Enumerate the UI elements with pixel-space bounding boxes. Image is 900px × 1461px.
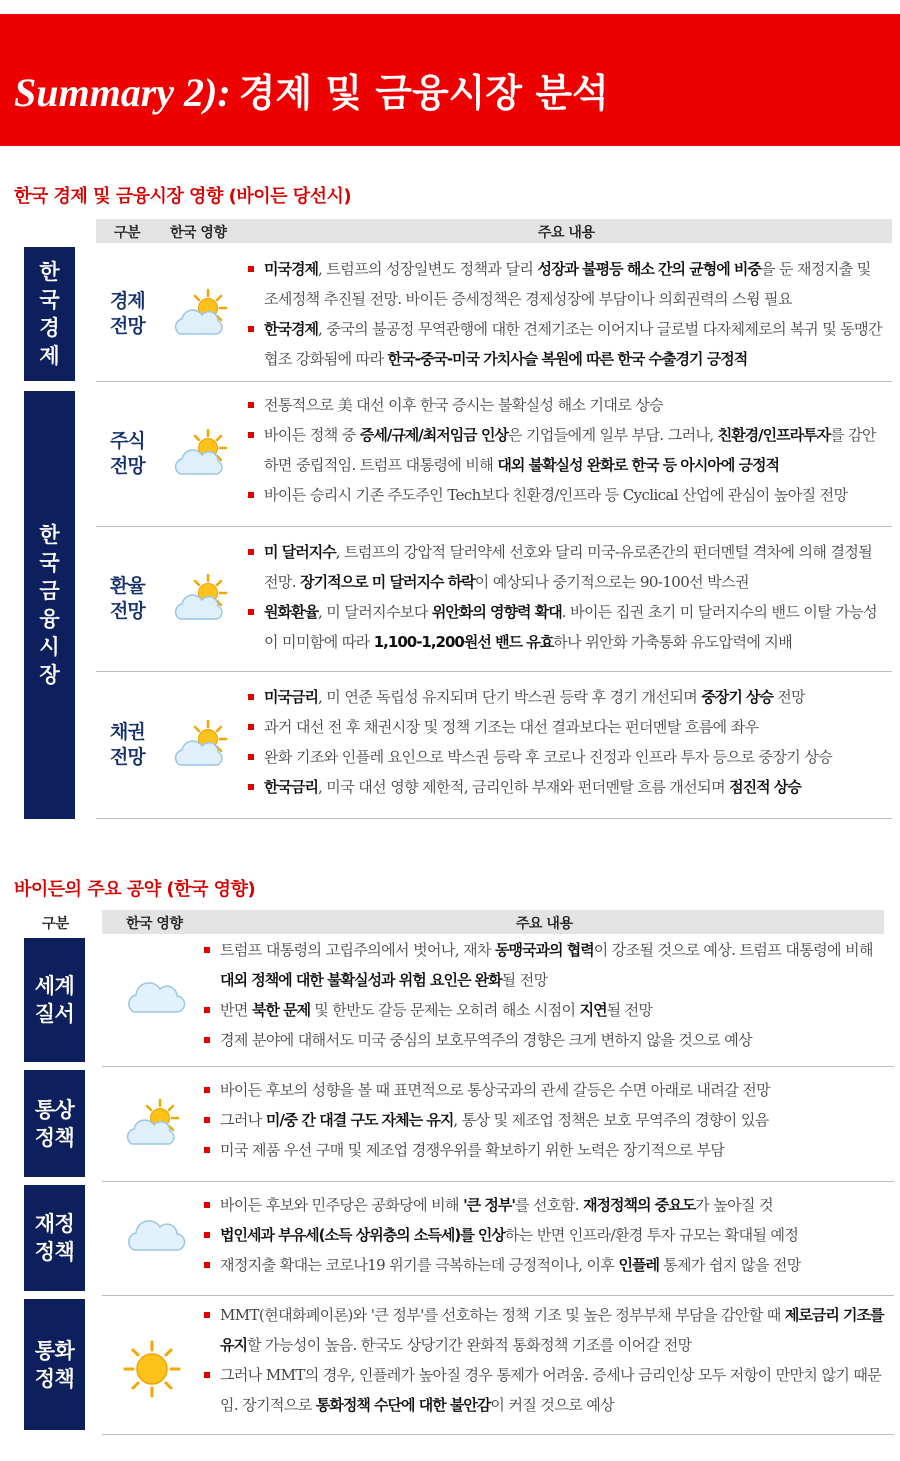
table-row: [102, 1296, 894, 1435]
table-row: [96, 382, 892, 527]
category-text: 통상 정책: [34, 1097, 75, 1150]
bullet-item: [248, 742, 888, 772]
bullet-text: 통제가 쉽지 않을 전망: [658, 1256, 801, 1274]
bullet-item: [248, 254, 888, 314]
bullet-text: 경제 분야에 대해서도 미국 중심의 보호무역주의 경향은 크게 변하지 않을 것으로 예상: [220, 1031, 753, 1049]
bullet-text: 하는 반면 인프라/환경 투자 규모는 확대될 예정: [504, 1226, 799, 1244]
bullet-text: , 미 연준 독립성 유지되며 단기 박스권 등락 후 경기 개선되며: [317, 688, 702, 706]
table-row: [102, 935, 894, 1067]
category-text: 통화 정책: [34, 1338, 75, 1391]
row-category-label: 주식 전망: [110, 429, 145, 477]
bullet-text: 를 감안하면 중립적임. 트럼프 대통령에 비해: [264, 426, 876, 474]
bullet-text: 바이든 후보의 성향을 볼 때 표면적으로 통상국과의 관세 갈등은 수면 아래로 내려갈 전망: [220, 1081, 771, 1099]
bullet-text: 바이든 승리시 기존 주도주인 Tech보다 친환경/인프라 등 Cyclical 산업에 관심이 높아질 전망: [264, 486, 848, 504]
section1-title: 한국 경제 및 금융시장 영향 (바이든 당선시): [14, 186, 352, 207]
header-impact: 한국 영향: [126, 916, 183, 932]
bullet-item: [248, 712, 888, 742]
bullet-item: [204, 1250, 890, 1280]
page-title: [14, 62, 609, 117]
bullet-emphasis: 위안화의 영향력 확대: [431, 603, 562, 621]
bullet-text: 은 기업들에게 일부 부담. 그러나,: [507, 426, 718, 444]
group-label: 한국금융시장: [39, 523, 60, 687]
bullet-text: 바이든 정책 중: [264, 426, 360, 444]
bullet-emphasis: 제로금리 기조를 유지: [220, 1306, 884, 1354]
row-category-label: [24, 938, 85, 1062]
bullet-item: [204, 1025, 890, 1055]
bullet-text: , 미국 대선 영향 제한적, 금리인하 부재와 펀더멘탈 흐름 개선되며: [317, 778, 730, 796]
bullet-text: . 바이든 집권 초기 미 달러지수의 밴드 이탈 가능성이 미미함에 따라: [264, 603, 878, 651]
bullet-text: 완화 기조와 인플레 요인으로 박스권 등락 후 코로나 진정과 인프라 투자 등으로 중장기 상승: [264, 748, 833, 766]
bullet-emphasis: 재정정책의 중요도: [583, 1196, 696, 1214]
bullet-emphasis: 한국경제: [264, 320, 318, 338]
bullet-item: [204, 935, 890, 995]
bullet-text: 재정지출 확대는 코로나19 위기를 극복하는데 긍정적이나, 이후: [220, 1256, 619, 1274]
row-category-label: 환율 전망: [110, 574, 145, 622]
bullet-text: , 중국의 불공정 무역관행에 대한 견제기조는 이어지나 글로벌 다자체제로의 복귀 및 동맹간 협조 강화됨에 따라: [264, 320, 882, 368]
bullet-text: MMT(현대화폐이론)와 '큰 정부'를 선호하는 정책 기조 및 높은 정부부채 부담을 감안할 때: [220, 1306, 785, 1324]
bullet-text: 그러나: [220, 1111, 266, 1129]
bullet-emphasis: 중장기 상승: [701, 688, 774, 706]
bullet-emphasis: 미국경제: [264, 260, 318, 278]
bullet-text: 과거 대선 전 후 채권시장 및 정책 기조는 대선 결과보다는 펀더멘탈 흐름에 좌우: [264, 718, 759, 736]
bullet-emphasis: 인플레: [618, 1256, 659, 1274]
sun-cloud-icon: [170, 573, 230, 629]
bullet-emphasis: 성장과 불평등 해소 간의 균형에 비중: [537, 260, 761, 278]
sun-cloud-icon: [170, 719, 230, 775]
bullet-text: , 미 달러지수보다: [317, 603, 432, 621]
bullet-emphasis: 점진적 상승: [729, 778, 801, 796]
section2-header: [102, 910, 884, 934]
bullet-emphasis: 장기적으로 미 달러지수 하락: [300, 573, 475, 591]
bullet-item: [204, 1220, 890, 1250]
table-row: [102, 1067, 894, 1182]
bullet-emphasis: 북한 문제: [251, 1001, 311, 1019]
bullet-emphasis: 법인세과 부유세(소득 상위층의 소득세)를 인상: [220, 1226, 505, 1244]
bullet-text: 를 선호함.: [514, 1196, 584, 1214]
table-row: [102, 1182, 894, 1296]
bullet-item: [204, 1360, 890, 1420]
bullet-text: 전통적으로 美 대선 이후 한국 증시는 불확실성 해소 기대로 상승: [264, 396, 664, 414]
table-row: [96, 247, 892, 382]
bullet-emphasis: 증세/규제/최저임금 인상: [359, 426, 508, 444]
bullet-text: 할 가능성이 높음. 한국도 상당기간 완화적 통화정책 기조를 이어갈 전망: [246, 1336, 692, 1354]
row-content: [204, 1300, 890, 1420]
table-row: [96, 672, 892, 819]
section2-title: 바이든의 주요 공약 (한국 영향): [14, 879, 256, 900]
bullet-text: 하나 위안화 가축통화 유도압력에 지배: [553, 633, 793, 651]
bullet-item: [204, 995, 890, 1025]
bullet-text: 가 높아질 것: [695, 1196, 774, 1214]
bullet-emphasis: 친환경/인프라투자: [717, 426, 831, 444]
row-category-label: [24, 1299, 85, 1430]
bullet-text: 반면: [220, 1001, 252, 1019]
title-korean: 경제 및 금융시장 분석: [238, 71, 609, 115]
bullet-item: [248, 682, 888, 712]
group-korean-economy: [24, 247, 75, 381]
row-content: [248, 682, 888, 802]
row-category-label: [24, 1070, 85, 1177]
bullet-item: [204, 1075, 890, 1105]
bullet-item: [248, 772, 888, 802]
row-content: [248, 390, 888, 510]
group-korean-financial-market: [24, 391, 75, 819]
bullet-text: 그러나 MMT의 경우, 인플레가 높아질 경우 통제가 어려움. 증세나 금리인상 모두 저항이 만만치 않기 때문임. 장기적으로: [220, 1366, 882, 1414]
bullet-emphasis: '큰 정부': [463, 1196, 515, 1214]
bullet-text: 이 예상되나 중기적으로는 90-100선 박스권: [474, 573, 749, 591]
bullet-emphasis: 통화정책 수단에 대한 불안감: [315, 1396, 491, 1414]
bullet-emphasis: 대외 정책에 대한 불확실성과 위험 요인은 완화: [220, 971, 502, 989]
bullet-text: 및 한반도 갈등 문제는 오히려 해소 시점이: [310, 1001, 580, 1019]
bullet-text: 될 전망: [501, 971, 548, 989]
sun-cloud-icon: [122, 1098, 182, 1154]
title-banner: [0, 14, 900, 146]
bullet-emphasis: 대외 불확실성 완화로 한국 등 아시아에 긍정적: [497, 456, 780, 474]
cloud-icon: [122, 974, 186, 1022]
row-content: [248, 254, 888, 374]
group-label: 한국경제: [39, 260, 60, 368]
header-content: 주요 내용: [516, 916, 573, 932]
bullet-item: [204, 1300, 890, 1360]
bullet-text: 이 커질 것으로 예상: [490, 1396, 615, 1414]
sun-cloud-icon: [170, 428, 230, 484]
row-category-label: 경제 전망: [110, 289, 145, 337]
bullet-item: [204, 1190, 890, 1220]
header-category: 구분: [42, 916, 70, 932]
bullet-text: 전망: [773, 688, 805, 706]
bullet-emphasis: 1,100-1,200원선 밴드 유효: [373, 633, 554, 651]
header-impact: 한국 영향: [170, 225, 227, 241]
bullet-text: 이 강조될 것으로 예상. 트럼프 대통령에 비해: [593, 941, 873, 959]
title-english: Summary 2):: [14, 70, 231, 115]
bullet-emphasis: 지연: [579, 1001, 607, 1019]
bullet-text: , 통상 및 제조업 정책은 보호 무역주의 경향이 있음: [453, 1111, 769, 1129]
header-content: 주요 내용: [538, 225, 595, 241]
bullet-emphasis: 미/중 간 대결 구도 자체는 유지: [265, 1111, 454, 1129]
bullet-text: , 트럼프의 강압적 달러약세 선호와 달리 미국-유로존간의 펀더멘털 격차에 의해 결정될 전망.: [264, 543, 873, 591]
bullet-text: , 트럼프의 성장일변도 정책과 달리: [317, 260, 538, 278]
row-content: [248, 537, 888, 657]
cloud-icon: [122, 1212, 186, 1260]
bullet-item: [248, 537, 888, 597]
bullet-text: 을 둔 재정지출 및 조세정책 추진될 전망. 바이든 증세정책은 경제성장에 부담이나 의회권력의 스윙 필요: [264, 260, 871, 308]
section1-header: [96, 219, 892, 243]
category-text: 재정 정책: [34, 1212, 75, 1264]
row-content: [204, 935, 890, 1055]
bullet-text: 될 전망: [606, 1001, 653, 1019]
sun-icon: [122, 1339, 182, 1403]
bullet-item: [204, 1105, 890, 1135]
row-category-label: 채권 전망: [110, 720, 145, 768]
bullet-emphasis: 원화환율: [264, 603, 318, 621]
row-content: [204, 1190, 890, 1280]
bullet-emphasis: 미 달러지수: [264, 543, 336, 561]
table-row: [96, 527, 892, 672]
header-category: 구분: [114, 225, 141, 241]
bullet-item: [204, 1135, 890, 1165]
row-category-label: [24, 1185, 85, 1291]
bullet-item: [248, 480, 888, 510]
bullet-item: [248, 420, 888, 480]
category-text: 세계 질서: [34, 974, 75, 1026]
bullet-item: [248, 597, 888, 657]
bullet-text: 미국 제품 우선 구매 및 제조업 경쟁우위를 확보하기 위한 노력은 장기적으로 부담: [220, 1141, 725, 1159]
row-content: [204, 1075, 890, 1165]
bullet-emphasis: 한국금리: [264, 778, 318, 796]
bullet-item: [248, 314, 888, 374]
bullet-text: 트럼프 대통령의 고립주의에서 벗어나, 재차: [220, 941, 496, 959]
bullet-item: [248, 390, 888, 420]
bullet-emphasis: 한국-중국-미국 가치사슬 복원에 따른 한국 수출경기 긍정적: [387, 350, 748, 368]
bullet-text: 바이든 후보와 민주당은 공화당에 비해: [220, 1196, 464, 1214]
bullet-emphasis: 동맹국과의 협력: [495, 941, 594, 959]
sun-cloud-icon: [170, 288, 230, 344]
bullet-emphasis: 미국금리: [264, 688, 318, 706]
